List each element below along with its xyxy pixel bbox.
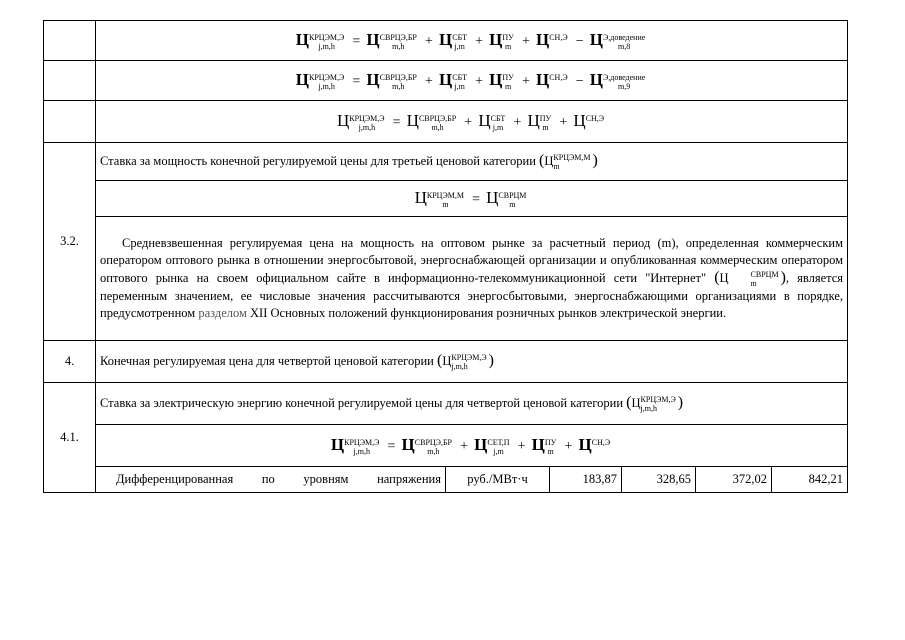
tariff-table — [43, 20, 848, 493]
formula-row-1 — [44, 21, 848, 61]
formula-5: Ц КРЦЭМ,Э j,m,h = Ц СВРЦЭ,БР m,h + Ц СЕТ,П j,m + Ц ПУ m + Ц СН,Э — [96, 425, 848, 467]
diff-label: Дифференцированная по уровням напряжения — [96, 467, 446, 493]
formula-row-4 — [44, 181, 848, 217]
row-title: Ставка за мощность конечной регулируемой цены для третьей ценовой категории (Ц КРЦЭМ,М m ) — [96, 143, 848, 181]
description-paragraph: Средневзвешенная регулируемая цена на мощность на оптовом рынке за расчетный период (m), определенная коммерческим оператором оптового рынка в отношении энергосбытовой, энергоснабжающей организации и опубликованная коммерческим оператором оптового рынка на своем официальном сайте в информационно-телекоммуникационной сети "Интернет" (Ц СВРЦМ m ), является переменным значением, ее числовые значения рассчитываются энергосбытовыми, энергоснабжающими организациями в порядке, предусмотренном разделом XII Основных положений функционирования розничных рынков электрической энергии. — [96, 217, 848, 341]
row-title: Ставка за электрическую энергию конечной регулируемой цены для четвертой ценовой категории (Ц КРЦЭМ,Э j,m,h ) — [96, 383, 848, 425]
row-title: Конечная регулируемая цена для четвертой ценовой категории (Ц КРЦЭМ,Э j,m,h ) — [96, 341, 848, 383]
value-cell: 372,02 — [696, 467, 772, 493]
formula-row-3 — [44, 101, 848, 143]
formula-3: Ц КРЦЭМ,Э j,m,h = Ц СВРЦЭ,БР m,h + Ц СБТ j,m + Ц ПУ m + Ц СН,Э — [96, 101, 848, 143]
formula-1: Ц КРЦЭМ,Э j,m,h = Ц СВРЦЭ,БР m,h + Ц СБТ j,m + Ц ПУ m + Ц СН,Э − Ц Э,доведение m,8 — [96, 21, 848, 61]
value-cell: 328,65 — [622, 467, 696, 493]
formula-4: Ц КРЦЭМ,М m = Ц СВРЦМ m — [96, 181, 848, 217]
value-cell: 842,21 — [772, 467, 848, 493]
row-4 — [44, 341, 848, 383]
empty-number-cell — [44, 101, 96, 143]
row-4-1 — [44, 383, 848, 425]
formula-row-5 — [44, 425, 848, 467]
formula-2: Ц КРЦЭМ,Э j,m,h = Ц СВРЦЭ,БР m,h + Ц СБТ j,m + Ц ПУ m + Ц СН,Э − Ц Э,доведение m,9 — [96, 61, 848, 101]
values-row — [44, 467, 848, 493]
row-number: 3.2. — [44, 143, 96, 341]
empty-number-cell — [44, 21, 96, 61]
formula-row-2 — [44, 61, 848, 101]
section-link[interactable]: разделом — [198, 306, 247, 321]
row-number: 4. — [44, 341, 96, 383]
row-number: 4.1. — [44, 383, 96, 493]
row-3-2 — [44, 143, 848, 181]
unit-cell: руб./МВт·ч — [446, 467, 550, 493]
description-row — [44, 217, 848, 341]
empty-number-cell — [44, 61, 96, 101]
value-cell: 183,87 — [550, 467, 622, 493]
